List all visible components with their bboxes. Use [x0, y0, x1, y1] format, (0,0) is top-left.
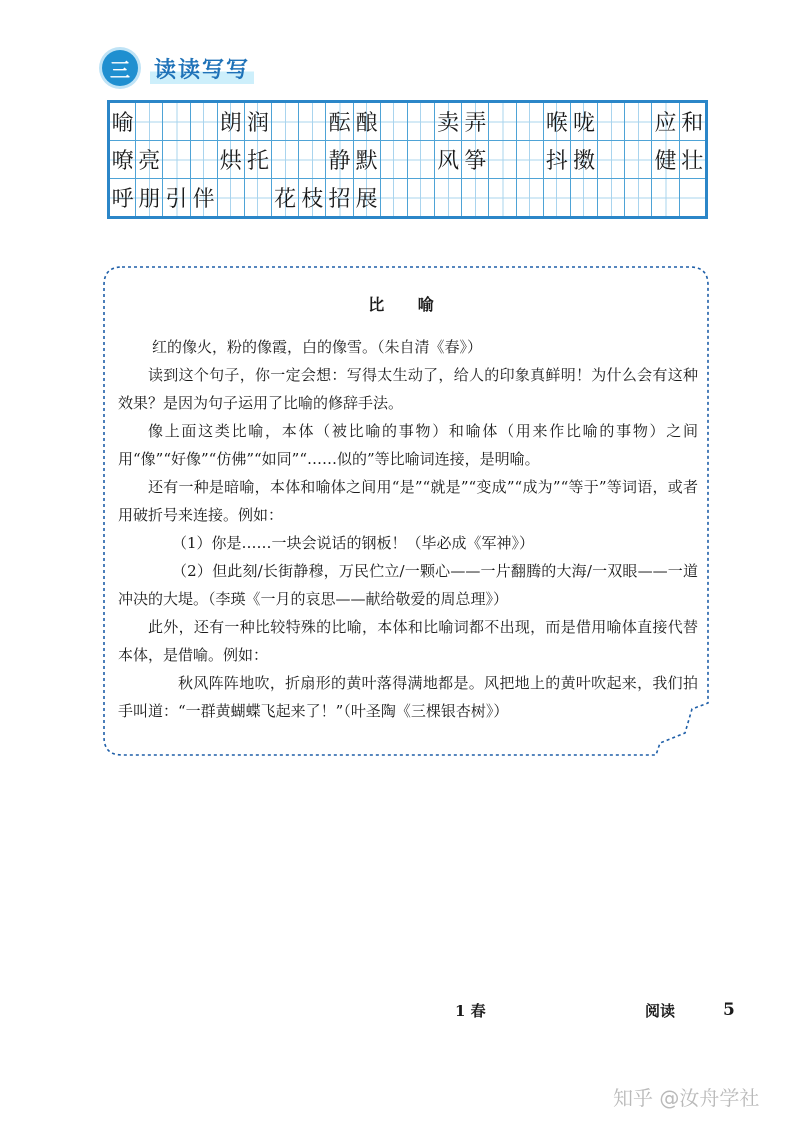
box-title: 比 喻	[368, 295, 448, 314]
example-1: （1）你是……一块会说话的钢板！（毕必成《军神》）	[172, 534, 535, 552]
grid-character: 咙	[573, 111, 596, 136]
grid-cell	[353, 102, 380, 141]
grid-character: 喉	[545, 111, 568, 136]
grid-cell	[299, 179, 326, 218]
grid-character: 筝	[464, 149, 487, 174]
grid-character: 弄	[464, 111, 487, 136]
grid-character: 酿	[355, 111, 378, 136]
grid-cell	[272, 141, 299, 179]
grid-cell	[598, 141, 625, 179]
grid-cell	[516, 102, 543, 141]
grid-cell	[652, 102, 679, 141]
grid-cell	[163, 102, 190, 141]
grid-cell	[570, 141, 597, 179]
grid-cell	[299, 141, 326, 179]
grid-cell	[326, 179, 353, 218]
section-header	[102, 48, 254, 88]
grid-cell	[380, 179, 407, 218]
grid-cell	[136, 179, 163, 218]
grid-character: 亮	[138, 149, 161, 174]
grid-character: 嘹	[111, 149, 134, 174]
grid-character: 朗	[219, 111, 242, 136]
grid-character: 托	[246, 149, 269, 174]
grid-cell	[190, 141, 217, 179]
grid-cell	[598, 179, 625, 218]
grid-cell	[570, 102, 597, 141]
grid-cell	[380, 141, 407, 179]
grid-cell	[380, 102, 407, 141]
grid-cell	[136, 141, 163, 179]
grid-character: 静	[328, 149, 351, 174]
grid-character: 风	[437, 149, 460, 174]
grid-cell	[489, 179, 516, 218]
grid-cell	[109, 102, 136, 141]
grid-character: 默	[355, 149, 378, 174]
grid-cell	[652, 179, 679, 218]
grid-cell	[625, 141, 652, 179]
grid-cell	[109, 179, 136, 218]
quote-spring	[118, 333, 698, 361]
grid-cell	[299, 102, 326, 141]
grid-cell	[679, 102, 706, 141]
grid-cell	[326, 102, 353, 141]
grid-cell	[353, 179, 380, 218]
word-grid	[107, 100, 708, 219]
grid-cell	[217, 179, 244, 218]
grid-character: 烘	[219, 149, 242, 174]
grid-cell	[543, 102, 570, 141]
grid-character: 引	[165, 187, 188, 212]
grid-cell	[516, 141, 543, 179]
grid-cell	[407, 102, 434, 141]
footer-chapter: 1 春	[455, 1002, 486, 1020]
grid-character: 健	[654, 149, 677, 174]
grid-cell	[109, 141, 136, 179]
grid-cell	[435, 141, 462, 179]
quote-text: 红的像火，粉的像霞，白的像雪。（朱自清《春》）	[152, 338, 483, 356]
grid-character: 应	[654, 111, 677, 136]
grid-cell	[136, 102, 163, 141]
section-title: 读读写写	[150, 53, 254, 84]
grid-character: 抖	[545, 149, 568, 174]
grid-cell	[679, 179, 706, 218]
grid-cell	[435, 102, 462, 141]
paragraph-4: 此外，还有一种比较特殊的比喻，本体和比喻词都不出现，而是借用喻体直接代替本体，是借喻。例如：	[118, 618, 698, 664]
grid-cell	[163, 179, 190, 218]
grid-cell	[462, 102, 489, 141]
grid-cell	[244, 102, 271, 141]
grid-cell	[407, 141, 434, 179]
watermark: 知乎 @汝舟学社	[613, 1086, 760, 1110]
grid-row	[109, 102, 707, 141]
footer-unit: 阅读	[645, 1002, 676, 1020]
grid-character: 呼	[111, 187, 134, 212]
page-number: 5	[723, 1000, 735, 1020]
grid-character: 和	[681, 111, 704, 136]
grid-cell	[326, 141, 353, 179]
example-2: （2）但此刻/长街静穆，万民伫立/一颗心——一片翻腾的大海/一双眼——一道冲决的大堤。（李瑛《一月的哀思——献给敬爱的周总理》）	[118, 562, 698, 608]
grid-cell	[679, 141, 706, 179]
paragraph-2: 像上面这类比喻，本体（被比喻的事物）和喻体（用来作比喻的事物）之间用“像”“好像”“仿佛”“如同”“……似的”等比喻词连接，是明喻。	[118, 422, 698, 468]
grid-cell	[462, 179, 489, 218]
grid-character: 伴	[192, 187, 215, 212]
grid-cell	[598, 102, 625, 141]
paragraph-1: 读到这个句子，你一定会想：写得太生动了，给人的印象真鲜明！为什么会有这种效果？是因为句子运用了比喻的修辞手法。	[118, 366, 698, 412]
grid-cell	[244, 141, 271, 179]
grid-character: 壮	[681, 149, 704, 174]
metaphor-box	[100, 263, 712, 759]
grid-cell	[407, 179, 434, 218]
grid-character: 喻	[111, 111, 134, 136]
grid-character: 展	[355, 187, 378, 212]
grid-cell	[272, 102, 299, 141]
grid-character: 擞	[573, 149, 596, 174]
grid-cell	[516, 179, 543, 218]
grid-cell	[217, 102, 244, 141]
grid-row	[109, 179, 707, 218]
section-number-badge: 三	[102, 50, 138, 86]
example-3: 秋风阵阵地吹，折扇形的黄叶落得满地都是。风把地上的黄叶吹起来，我们拍手叫道：“一群黄蝴蝶飞起来了！”（叶圣陶《三棵银杏树》）	[118, 674, 698, 720]
grid-cell	[244, 179, 271, 218]
grid-character: 润	[246, 111, 269, 136]
grid-cell	[163, 141, 190, 179]
grid-character: 招	[328, 187, 351, 212]
grid-cell	[625, 102, 652, 141]
grid-character: 朋	[138, 187, 161, 212]
grid-cell	[489, 102, 516, 141]
grid-cell	[462, 141, 489, 179]
grid-cell	[272, 179, 299, 218]
grid-cell	[353, 141, 380, 179]
grid-row	[109, 141, 707, 179]
grid-cell	[543, 179, 570, 218]
grid-character: 酝	[328, 111, 351, 136]
grid-cell	[570, 179, 597, 218]
paragraph-3: 还有一种是暗喻，本体和喻体之间用“是”“就是”“变成”“成为”“等于”等词语，或者用破折号来连接。例如：	[118, 478, 698, 524]
grid-character: 花	[274, 187, 297, 212]
grid-cell	[543, 141, 570, 179]
grid-cell	[217, 141, 244, 179]
grid-character: 卖	[437, 111, 460, 136]
grid-cell	[190, 179, 217, 218]
grid-cell	[435, 179, 462, 218]
grid-cell	[625, 179, 652, 218]
grid-character: 枝	[301, 187, 324, 212]
grid-cell	[652, 141, 679, 179]
grid-cell	[190, 102, 217, 141]
grid-cell	[489, 141, 516, 179]
